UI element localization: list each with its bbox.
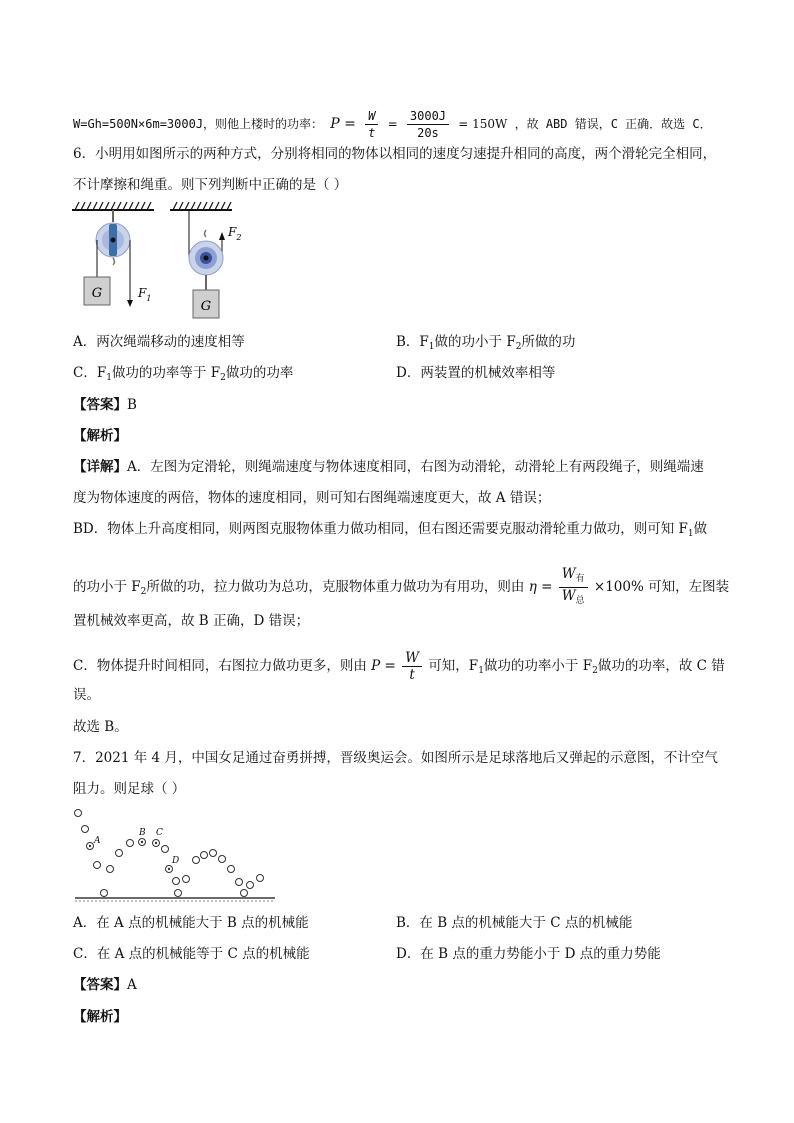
bouncing-ball-figure xyxy=(72,805,282,905)
power-fraction: $\frac{W}{t}$ xyxy=(402,650,422,683)
left-ceiling xyxy=(72,202,154,210)
left-weight-label: G xyxy=(91,286,103,301)
q6-detail-bd-line2: 的功小于 $F_2$所做的功，拉力做功为总功，克服物体重力做功为有用功，则由 η = $\frac{W_有}{W_总}$ ×100% 可知，左图装 xyxy=(73,566,729,609)
q6-detail-bd-line3: 置机械效率更高，故 B 正确，D 错误； xyxy=(73,613,310,629)
label-b: B xyxy=(139,828,146,838)
q6-detail-a-line1: 【详解】A．左图为定滑轮，则绳端速度与物体速度相同，右图为动滑轮，动滑轮上有两段绳子，则绳端速 xyxy=(73,459,704,475)
q7-option-a: A．在 A 点的机械能大于 B 点的机械能 xyxy=(73,915,309,931)
f2-label: $F_2$ xyxy=(228,225,242,242)
q5-fraction-w-t xyxy=(365,108,378,141)
q6-stem-line2: 不计摩擦和绳重。则下列判断中正确的是（ ） xyxy=(73,177,348,193)
power-lhs: P = xyxy=(371,658,396,674)
eta-lhs: η = xyxy=(528,579,553,595)
ball-positions xyxy=(75,810,264,897)
q5-prefix: W=Gh=500N×6m=3000J，则他上楼时的功率： xyxy=(73,117,324,131)
q6-option-d: D．两装置的机械效率相等 xyxy=(396,365,556,381)
q5-tail-line xyxy=(73,108,712,141)
q6-detail-c-line2: 误。 xyxy=(73,687,100,703)
q6-option-c: C．$F_1$做功的功率等于 $F_2$做功的功率 xyxy=(73,365,294,383)
q7-option-d: D．在 B 点的重力势能小于 D 点的重力势能 xyxy=(396,946,661,962)
right-weight-label: G xyxy=(200,299,212,314)
eta-fraction: $\frac{W_有}{W_总}$ xyxy=(559,566,588,609)
f1-arrow xyxy=(127,300,133,307)
q6-conclusion: 故选 B。 xyxy=(73,719,128,735)
label-c: C xyxy=(156,828,163,838)
q6-analysis-label: 【解析】 xyxy=(73,428,127,444)
f1-label: $F_1$ xyxy=(138,286,152,303)
q7-option-b: B．在 B 点的机械能大于 C 点的机械能 xyxy=(396,915,633,931)
q6-stem-line1: 6．小明用如图所示的两种方式，分别将相同的物体以相同的速度匀速提升相同的高度，两个滑轮完全相同， xyxy=(73,146,717,162)
q7-analysis-label: 【解析】 xyxy=(73,1009,127,1025)
ground xyxy=(75,898,275,901)
q5-frac-num2: 3000J xyxy=(407,108,449,125)
q7-option-c: C．在 A 点的机械能等于 C 点的机械能 xyxy=(73,946,310,962)
q6-detail-a-line2: 度为物体速度的两倍，物体的速度相同，则可知右图绳端速度更大，故 A 错误； xyxy=(73,490,551,506)
label-a: A xyxy=(94,836,101,846)
movable-pulley xyxy=(189,210,225,290)
q6-detail-c-line1: C．物体提升时间相同，右图拉力做功更多，则由 P = $\frac{W}{t}$ 可知，$F_1$做功的功率小于 $F_2$做功的功率，故 C 错 xyxy=(73,650,725,683)
q5-frac-den: t xyxy=(368,126,376,140)
q6-answer: 【答案】B xyxy=(73,397,137,413)
q5-frac-den2: 20s xyxy=(417,126,439,140)
q5-fraction-values xyxy=(407,108,449,141)
q7-stem-line1: 7．2021 年 4 月，中国女足通过奋勇拼搏，晋级奥运会。如图所示是足球落地后又弹起的示意图，不计空气 xyxy=(73,750,718,766)
q7-stem-line2: 阻力。则足球（ ） xyxy=(73,781,186,797)
q5-formula-eq: = xyxy=(387,117,398,131)
q5-suffix: ，故 ABD 错误，C 正确．故选 C． xyxy=(514,117,712,131)
q5-formula-lhs: P = xyxy=(330,116,356,132)
q6-option-b: B．$F_1$做的功小于 $F_2$所做的功 xyxy=(396,334,576,352)
q5-formula-rhs: = 150W xyxy=(458,117,508,131)
label-d: D xyxy=(172,856,180,866)
pulley-figure xyxy=(72,200,252,330)
q6-detail-bd-line1: BD．物体上升高度相同，则两图克服物体重力做功相同，但右图还需要克服动滑轮重力做功，则可知 $F_1$做 xyxy=(73,521,708,539)
q7-answer: 【答案】A xyxy=(73,977,137,993)
eta-rhs: ×100% xyxy=(593,579,644,595)
q6-option-a: A．两次绳端移动的速度相等 xyxy=(73,334,245,350)
right-ceiling xyxy=(170,202,232,210)
q5-frac-num: W xyxy=(365,108,378,125)
